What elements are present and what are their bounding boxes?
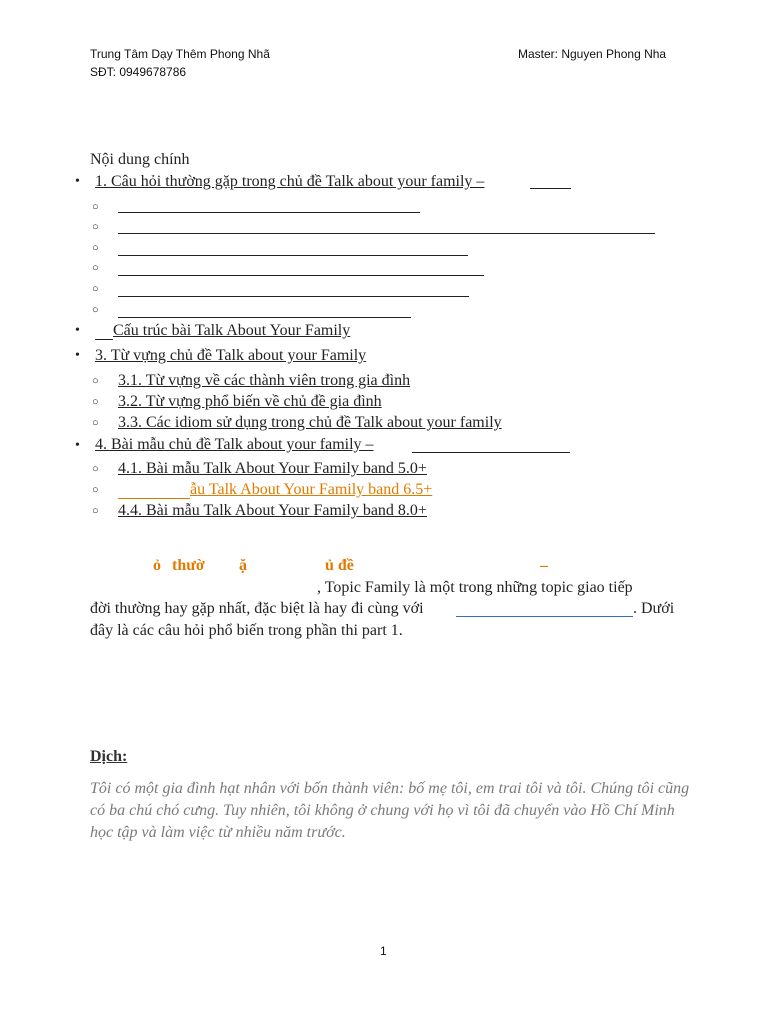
blank-line xyxy=(412,452,570,453)
toc-title: Nội dung chính xyxy=(90,151,190,168)
circle-bullet-icon: ○ xyxy=(92,221,99,233)
circle-bullet-icon: ○ xyxy=(92,396,99,408)
paragraph-line: . Dưới xyxy=(633,600,675,617)
toc-item-1[interactable]: 1. Câu hỏi thường gặp trong chủ đề Talk about your family – xyxy=(95,173,485,190)
center-name: Trung Tâm Dạy Thêm Phong Nhã xyxy=(90,47,270,61)
heading-fragment: ủ đề xyxy=(325,557,354,574)
toc-item-4-2[interactable]: ẫu Talk About Your Family band 6.5+ xyxy=(190,481,433,498)
heading-fragment: ỏ xyxy=(153,557,161,574)
paragraph-line: , Topic Family là một trong những topic giao tiếp xyxy=(317,579,633,596)
heading-fragment: – xyxy=(540,557,548,574)
bullet-icon: • xyxy=(75,323,80,338)
blank-line xyxy=(118,255,468,256)
blank-line xyxy=(118,317,411,318)
toc-item-3-2[interactable]: 3.2. Từ vựng phổ biến về chủ đề gia đình xyxy=(118,393,382,410)
blank-line xyxy=(95,339,113,340)
toc-item-2[interactable]: Cấu trúc bài Talk About Your Family xyxy=(113,322,351,339)
toc-item-4[interactable]: 4. Bài mẫu chủ đề Talk about your family – xyxy=(95,436,374,453)
toc-item-4-3[interactable]: 4.4. Bài mẫu Talk About Your Family band 8.0+ xyxy=(118,502,427,519)
toc-item-3[interactable]: 3. Từ vựng chủ đề Talk about your Family xyxy=(95,347,367,364)
bullet-icon: • xyxy=(75,348,80,363)
toc-item-3-3[interactable]: 3.3. Các idiom sử dụng trong chủ đề Talk about your family xyxy=(118,414,502,431)
circle-bullet-icon: ○ xyxy=(92,262,99,274)
paragraph-line: đây là các câu hỏi phổ biến trong phần thi part 1. xyxy=(90,622,403,639)
circle-bullet-icon: ○ xyxy=(92,304,99,316)
link-blank[interactable] xyxy=(456,616,633,617)
circle-bullet-icon: ○ xyxy=(92,242,99,254)
page-number: 1 xyxy=(380,944,387,958)
circle-bullet-icon: ○ xyxy=(92,417,99,429)
master-name: Master: Nguyen Phong Nha xyxy=(518,47,667,61)
blank-line xyxy=(118,275,484,276)
blank-line xyxy=(530,188,571,189)
blank-line xyxy=(118,296,469,297)
circle-bullet-icon: ○ xyxy=(92,505,99,517)
circle-bullet-icon: ○ xyxy=(92,283,99,295)
blank-line xyxy=(118,498,190,499)
toc-item-4-1[interactable]: 4.1. Bài mẫu Talk About Your Family band 5.0+ xyxy=(118,460,427,477)
translation-text: Tôi có một gia đình hạt nhân với bốn thành viên: bố mẹ tôi, em trai tôi và tôi. Chúng tôi cũng có ba chú chó cưng. Tuy nhiên, tôi không ở chung với họ vì tôi đã chuyển vào Hồ Chí Minh học tập và làm việc từ nhiều năm trước. xyxy=(90,780,690,841)
heading-fragment: thườ xyxy=(172,557,205,574)
blank-line xyxy=(118,233,655,234)
circle-bullet-icon: ○ xyxy=(92,375,99,387)
phone-number: SĐT: 0949678786 xyxy=(90,65,187,79)
toc-item-3-1[interactable]: 3.1. Từ vựng về các thành viên trong gia đình xyxy=(118,372,411,389)
translation-label: Dịch: xyxy=(90,748,128,765)
bullet-icon: • xyxy=(75,174,80,189)
circle-bullet-icon: ○ xyxy=(92,484,99,496)
blank-line xyxy=(118,212,420,213)
bullet-icon: • xyxy=(75,438,80,453)
heading-fragment: ặ xyxy=(239,557,247,574)
circle-bullet-icon: ○ xyxy=(92,463,99,475)
circle-bullet-icon: ○ xyxy=(92,201,99,213)
paragraph-line: đời thường hay gặp nhất, đặc biệt là hay đi cùng với xyxy=(90,600,424,617)
